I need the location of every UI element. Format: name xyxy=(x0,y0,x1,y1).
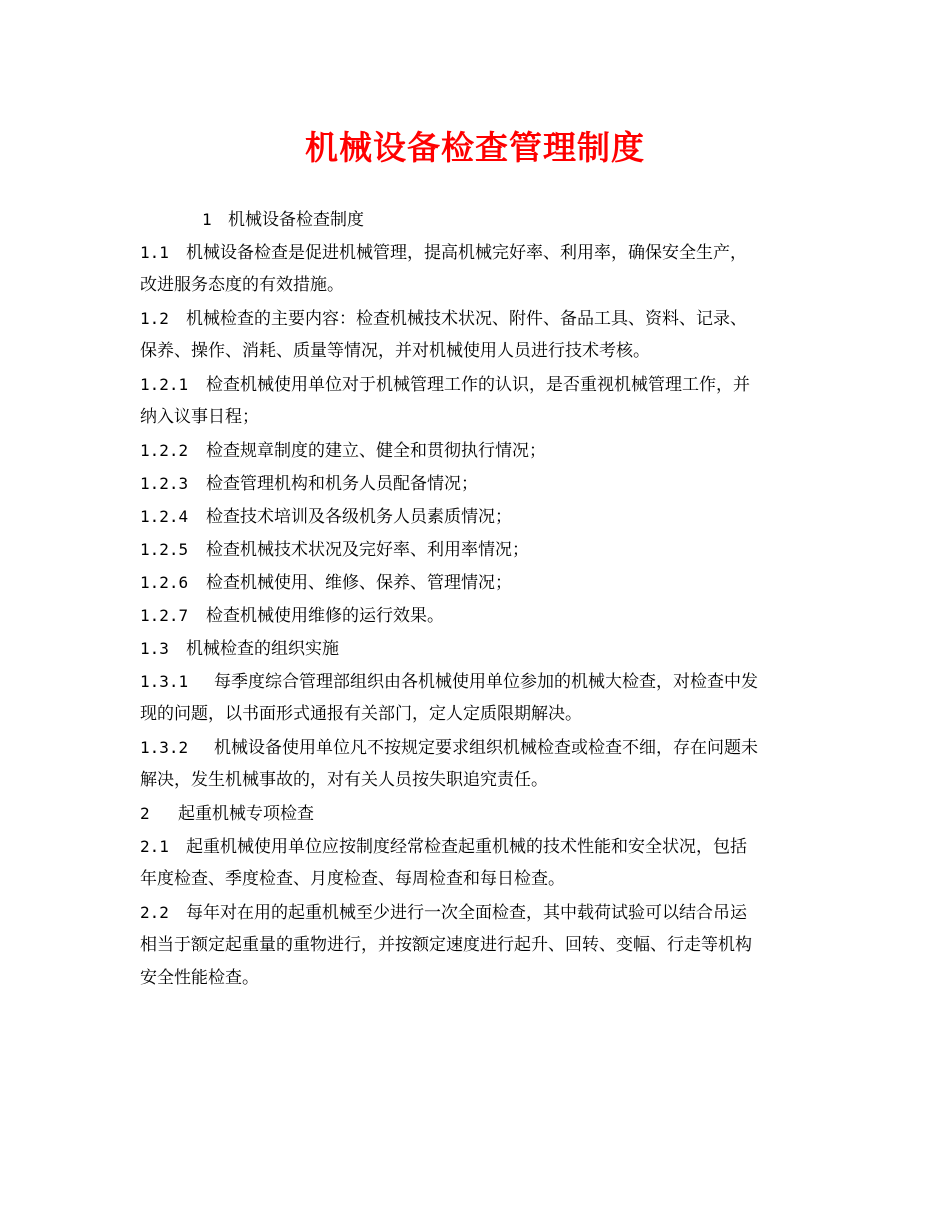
clause-1-2-7 xyxy=(140,599,812,632)
clause-text: 每年对在用的起重机械至少进行一次全面检查，其中载荷试验可以结合吊运 xyxy=(186,903,747,923)
clause-text: 检查机械技术状况及完好率、利用率情况； xyxy=(206,540,529,560)
clause-text: 起重机械使用单位应按制度经常检查起重机械的技术性能和安全状况，包括 xyxy=(186,837,747,857)
document-body xyxy=(140,203,812,995)
section-number: 1.2.3 xyxy=(140,474,189,493)
document-title: 机械设备检查管理制度 xyxy=(305,128,645,167)
clause-1-3-1 xyxy=(140,665,812,698)
section-number: 1.3.2 xyxy=(140,738,189,757)
clause-2-2-continuation: 安全性能检查。 xyxy=(140,968,259,988)
section-number: 1.2.4 xyxy=(140,507,189,526)
clause-text: 机械设备使用单位凡不按规定要求组织机械检查或检查不细，存在问题未 xyxy=(214,738,758,758)
section-number: 1.3.1 xyxy=(140,672,189,691)
heading-text: 起重机械专项检查 xyxy=(178,804,314,824)
section-number: 1.2.1 xyxy=(140,375,189,394)
clause-text: 检查技术培训及各级机务人员素质情况； xyxy=(206,507,512,527)
clause-2-2-continuation: 相当于额定起重量的重物进行，并按额定速度进行起升、回转、变幅、行走等机构 xyxy=(140,935,752,955)
clause-1-1 xyxy=(140,236,812,269)
section-number: 1.1 xyxy=(140,243,169,262)
clause-1-2-4 xyxy=(140,500,812,533)
clause-1-2-1-continuation: 纳入议事日程； xyxy=(140,407,259,427)
clause-text: 机械检查的主要内容：检查机械技术状况、附件、备品工具、资料、记录、 xyxy=(186,309,747,329)
clause-text: 机械设备检查是促进机械管理，提高机械完好率、利用率，确保安全生产， xyxy=(186,243,747,263)
clause-1-3-1-continuation: 现的问题，以书面形式通报有关部门，定人定质限期解决。 xyxy=(140,704,582,724)
clause-1-2-6 xyxy=(140,566,812,599)
clause-1-2-2 xyxy=(140,434,812,467)
section-number: 1.2.5 xyxy=(140,540,189,559)
section-number: 2.2 xyxy=(140,903,169,922)
clause-text: 每季度综合管理部组织由各机械使用单位参加的机械大检查，对检查中发 xyxy=(214,672,758,692)
section-number: 2 xyxy=(140,804,150,823)
section-number: 2.1 xyxy=(140,837,169,856)
heading-2 xyxy=(140,797,812,830)
clause-1-3-2 xyxy=(140,731,812,764)
clause-1-3-2-continuation: 解决，发生机械事故的，对有关人员按失职追究责任。 xyxy=(140,770,548,790)
section-number: 1 xyxy=(202,210,212,229)
heading-1 xyxy=(140,203,812,236)
heading-text: 机械设备检查制度 xyxy=(228,210,364,230)
section-number: 1.2.7 xyxy=(140,606,189,625)
clause-1-1-continuation: 改进服务态度的有效措施。 xyxy=(140,275,344,295)
section-number: 1.3 xyxy=(140,639,169,658)
clause-1-2-3 xyxy=(140,467,812,500)
clause-2-2 xyxy=(140,896,812,929)
clause-1-2-continuation: 保养、操作、消耗、质量等情况，并对机械使用人员进行技术考核。 xyxy=(140,341,650,361)
clause-text: 检查机械使用维修的运行效果。 xyxy=(206,606,444,626)
clause-2-1-continuation: 年度检查、季度检查、月度检查、每周检查和每日检查。 xyxy=(140,869,565,889)
clause-1-2-5 xyxy=(140,533,812,566)
section-number: 1.2 xyxy=(140,309,169,328)
clause-1-2 xyxy=(140,302,812,335)
clause-1-3 xyxy=(140,632,812,665)
clause-text: 机械检查的组织实施 xyxy=(186,639,339,659)
clause-text: 检查管理机构和机务人员配备情况； xyxy=(206,474,478,494)
section-number: 1.2.2 xyxy=(140,441,189,460)
clause-text: 检查机械使用单位对于机械管理工作的认识，是否重视机械管理工作，并 xyxy=(206,375,750,395)
section-number: 1.2.6 xyxy=(140,573,189,592)
clause-text: 检查机械使用、维修、保养、管理情况； xyxy=(206,573,512,593)
clause-1-2-1 xyxy=(140,368,812,401)
clause-text: 检查规章制度的建立、健全和贯彻执行情况； xyxy=(206,441,546,461)
clause-2-1 xyxy=(140,830,812,863)
